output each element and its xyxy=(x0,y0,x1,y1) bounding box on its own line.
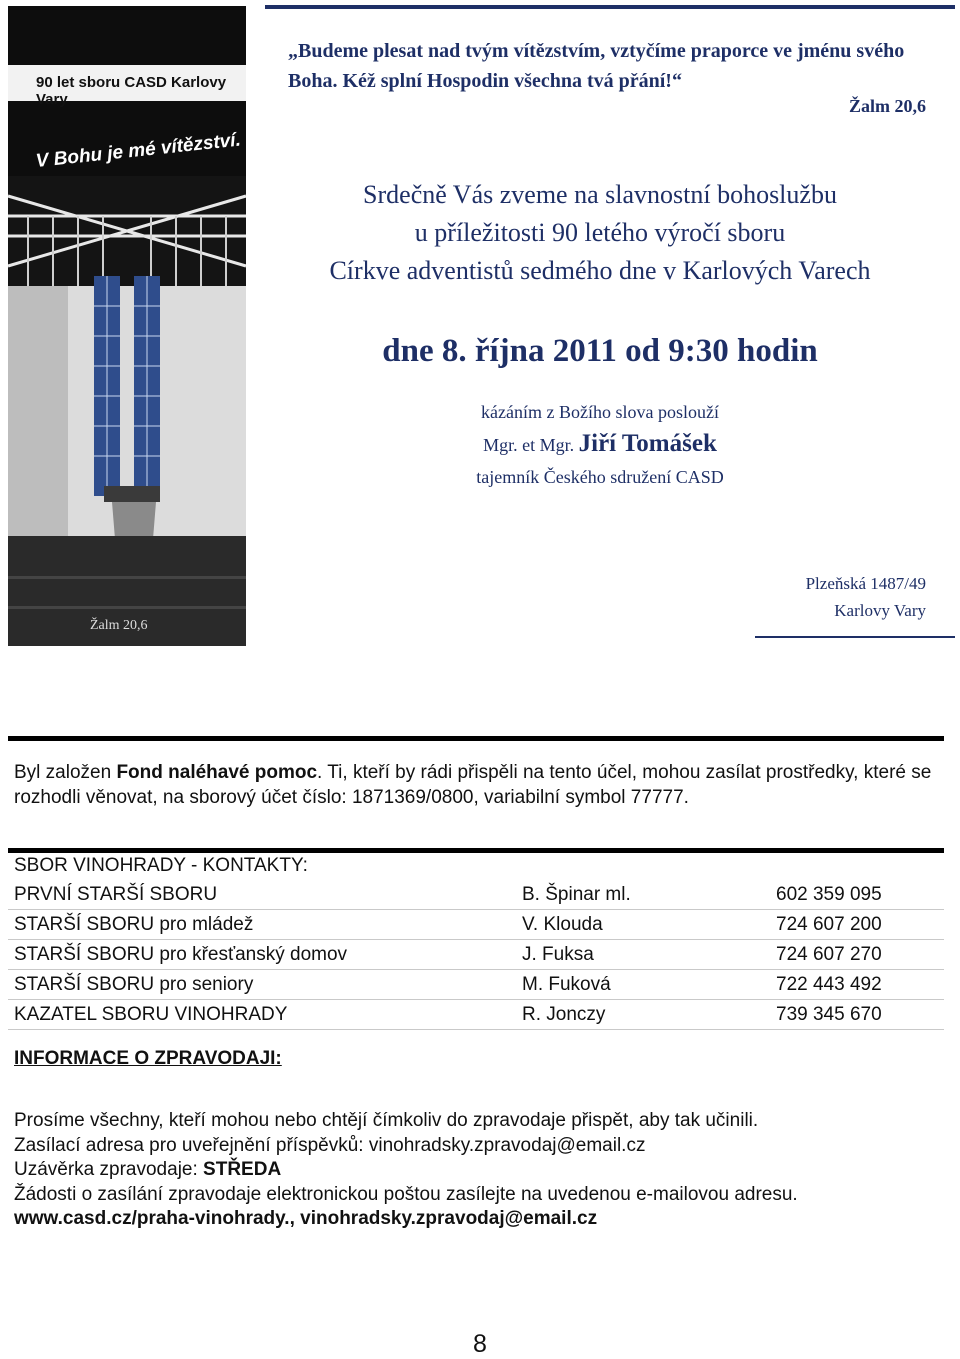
deadline-day: STŘEDA xyxy=(203,1159,282,1180)
preacher-role: tajemník Českého sdružení CASD xyxy=(476,467,724,487)
preach-intro: kázáním z Božího slova poslouží xyxy=(481,402,719,422)
banner-psalm: Žalm 20,6 xyxy=(90,618,148,633)
banner-strip xyxy=(8,65,246,108)
contact-name: M. Fuková xyxy=(522,974,611,995)
invitation-text xyxy=(270,176,930,290)
preacher-name: Jiří Tomášek xyxy=(578,430,717,457)
info-line: Zasílací adresa pro uveřejnění příspěvků: vinohradsky.zpravodaj@email.cz xyxy=(14,1134,646,1156)
invitation-line: Srdečně Vás zveme na slavnostní bohoslužbu xyxy=(363,180,837,209)
contact-row xyxy=(8,1000,944,1030)
contact-phone: 724 607 270 xyxy=(776,944,882,965)
contact-row xyxy=(8,910,944,940)
contact-row xyxy=(8,940,944,970)
invitation-line: Církve adventistů sedmého dne v Karlových Varech xyxy=(329,256,871,285)
event-date: dne 8. října 2011 od 9:30 hodin xyxy=(382,333,818,369)
contact-role: STARŠÍ SBORU pro seniory xyxy=(14,974,254,995)
section-divider xyxy=(8,848,944,853)
contact-role: STARŠÍ SBORU pro křesťanský domov xyxy=(14,944,348,965)
info-title: INFORMACE O ZPRAVODAJI: xyxy=(14,1048,282,1069)
fond-paragraph xyxy=(14,760,934,810)
bible-quote: „Budeme plesat nad tvým vítězstvím, vztyčíme praporce ve jménu svého Boha. Kéž splní Hospodin všechna tvá přání!“ xyxy=(288,40,905,92)
church-interior-photo xyxy=(8,176,246,646)
venue-address xyxy=(806,570,926,624)
contact-role: PRVNÍ STARŠÍ SBORU xyxy=(14,884,218,905)
contacts-title: SBOR VINOHRADY - KONTAKTY: xyxy=(14,855,308,876)
contact-phone: 602 359 095 xyxy=(776,884,882,905)
info-deadline xyxy=(14,1158,934,1183)
contact-name: J. Fuksa xyxy=(522,944,594,965)
fond-text: Byl založen xyxy=(14,762,117,783)
info-links: www.casd.cz/praha-vinohrady., vinohradsky.zpravodaj@email.cz xyxy=(14,1208,598,1229)
contact-phone: 724 607 200 xyxy=(776,914,882,935)
info-line: Žádosti o zasílání zpravodaje elektronickou poštou zasílejte na uvedenou e-mailovou adresu. xyxy=(14,1183,798,1205)
contact-phone: 739 345 670 xyxy=(776,1004,882,1025)
contact-name: V. Klouda xyxy=(522,914,603,935)
fond-text: . Ti, kteří by rádi přispěli na tento účel, mohou zasílat prostředky, které se rozhodli věnovat, na sborový účet číslo: 1871369/0800, variabilní symbol 77777. xyxy=(14,762,932,808)
invitation-top-rule xyxy=(265,5,955,9)
info-line: Prosíme všechny, kteří mohou nebo chtějí čímkoliv do zpravodaje přispět, aby tak učinili. xyxy=(14,1110,759,1131)
contact-name: B. Špinar ml. xyxy=(522,884,631,905)
deadline-label: Uzávěrka zpravodaje: xyxy=(14,1159,204,1180)
info-paragraph xyxy=(14,1109,934,1232)
preacher-prefix: Mgr. et Mgr. xyxy=(483,435,575,455)
contacts-table xyxy=(8,880,944,1030)
contact-row xyxy=(8,970,944,1000)
bible-quote-reference: Žalm 20,6 xyxy=(848,96,926,116)
contact-row xyxy=(8,880,944,910)
page-number: 8 xyxy=(473,1330,487,1358)
section-divider xyxy=(8,736,944,741)
preacher-line xyxy=(270,426,930,463)
address-street: Plzeňská 1487/49 xyxy=(805,574,926,593)
invitation-line: u příležitosti 90 letého výročí sboru xyxy=(414,218,786,247)
contact-role: STARŠÍ SBORU pro mládež xyxy=(14,914,254,935)
banner-motto: V Bohu je mé vítězství. xyxy=(34,129,242,172)
banner-image xyxy=(8,6,246,646)
banner-strip-text: 90 let sboru CASD Karlovy Vary xyxy=(36,74,227,108)
contact-name: R. Jonczy xyxy=(522,1004,606,1025)
invitation-bottom-rule xyxy=(755,636,955,638)
preacher-block xyxy=(270,398,930,491)
contact-role: KAZATEL SBORU VINOHRADY xyxy=(14,1004,288,1025)
address-city: Karlovy Vary xyxy=(834,601,926,620)
fond-name: Fond naléhavé pomoc xyxy=(116,762,318,783)
contact-phone: 722 443 492 xyxy=(776,974,882,995)
